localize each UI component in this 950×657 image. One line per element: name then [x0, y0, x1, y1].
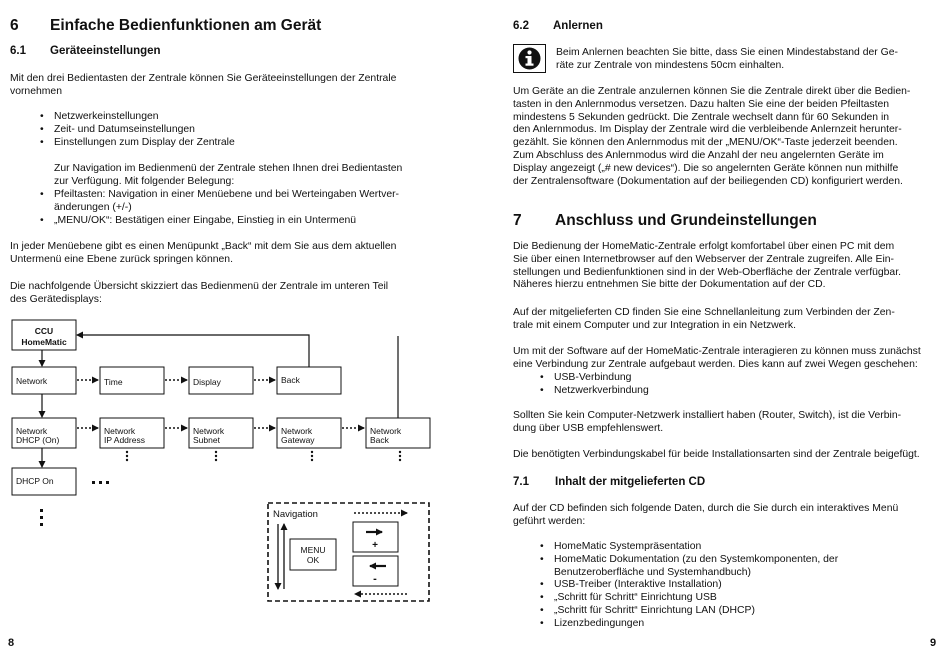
paragraph-7b	[513, 307, 950, 333]
list-item: • Zeit- und Datumseinstellungen	[38, 124, 235, 137]
teach-line: Um Geräte an die Zentrale anzulernen können Sie die Zentrale direkt über die Bedien-	[513, 86, 911, 97]
heading-7-1-number: 7.1	[513, 476, 529, 488]
menu-label: IP Address	[104, 435, 145, 445]
paragraph-7d	[513, 410, 950, 436]
menu-ok-label: MENU	[300, 545, 326, 555]
heading-6-1	[10, 45, 161, 57]
teach-line: tasten in den Anlernmodus versetzen. Dazu halten Sie eine der beiden Pfeiltasten	[513, 98, 890, 110]
menu-label: Back	[281, 375, 300, 385]
menu-label: Network	[16, 376, 48, 386]
menu-label: Network	[16, 426, 48, 436]
menu-label: DHCP (On)	[16, 435, 60, 445]
info-icon	[514, 45, 545, 72]
text-line: Sollten Sie kein Computer-Netzwerk installiert haben (Router, Switch), ist die Verbin-	[513, 410, 902, 421]
list-item-continuation	[538, 567, 938, 580]
heading-6-1-number: 6.1	[10, 45, 26, 57]
menu-label: Time	[104, 377, 123, 387]
teach-paragraph	[513, 86, 950, 188]
teach-line: der Zentralensoftware (Dokumentation auf der beiliegenden CD) konfiguriert werden.	[513, 175, 903, 187]
menu-label: Gateway	[281, 435, 315, 445]
page-number-left: 8	[8, 637, 15, 649]
list-item: • Einstellungen zum Display der Zentrale	[38, 137, 235, 150]
text-line: dung über USB empfehlenswert.	[513, 422, 664, 434]
menu-label: DHCP On	[16, 476, 54, 486]
text-line: eine Verbindung zur Zentrale aufgebaut werden. Dies kann auf zwei Wegen geschehen:	[513, 358, 918, 370]
list-item: • Pfeiltasten: Navigation in einer Menüebene und bei Werteingaben Wertver-	[38, 189, 468, 202]
paragraph-7e	[513, 449, 950, 462]
text-line: Sie über einen Internetbrowser auf den Webserver der Zentrale zugreifen. Alle Ein-	[513, 253, 895, 265]
heading-7-title: Anschluss und Grundeinstellungen	[555, 212, 817, 229]
list-item: • „MENU/OK“: Bestätigen einer Eingabe, Einstieg in ein Untermenü	[38, 215, 468, 228]
cd-contents-list	[538, 541, 938, 631]
settings-list	[38, 111, 235, 149]
list-item: • „Schritt für Schritt“ Einrichtung USB	[538, 592, 938, 605]
page-number-right: 9	[930, 637, 937, 649]
text-line: Näheres hierzu entnehmen Sie bitte der Dokumentation auf der CD.	[513, 279, 826, 291]
list-item-continuation-text: Benutzeroberfläche und Systemhandbuch)	[554, 566, 751, 578]
connection-list	[538, 372, 649, 398]
heading-6-1-title: Geräteeinstellungen	[50, 45, 161, 57]
navigation-legend	[268, 503, 429, 601]
text-line: stellungen und Bedienfunktionen sind in der Web-Oberfläche der Zentrale verfügbar.	[513, 266, 901, 278]
list-item-continuation-text: änderungen (+/-)	[54, 201, 132, 213]
back-line: Untermenü eine Ebene zurück springen können.	[10, 253, 233, 265]
list-item: • Lizenzbedingungen	[538, 618, 938, 631]
button-assignment-list	[38, 189, 468, 227]
list-item: • HomeMatic Dokumentation (zu den Systemkomponenten, der	[538, 554, 938, 567]
paragraph-7-1	[513, 503, 950, 529]
info-box	[513, 44, 546, 73]
navigation-line: Zur Navigation im Bedienmenü der Zentrale stehen Ihnen drei Bedientasten	[54, 163, 403, 174]
menu-label: Network	[193, 426, 225, 436]
paragraph-7c	[513, 346, 950, 372]
text-line: trale mit einem Computer und zur Integration in ein Netzwerk.	[513, 319, 796, 331]
teach-line: mindestens 5 Sekunden gedrückt. Die Zentrale wechselt dann für 60 Sekunden in	[513, 111, 890, 123]
text-line: Um mit der Software auf der HomeMatic-Zentrale interagieren zu können muss zunächst	[513, 346, 921, 357]
teach-line: gezählt. Sie können den Anlernmodus mit der „MENU/OK“-Taste jederzeit beenden.	[513, 137, 898, 149]
list-item-continuation	[38, 202, 468, 215]
text-line: Auf der mitgelieferten CD finden Sie eine Schnellanleitung zum Verbinden der Zen-	[513, 307, 895, 318]
paragraph-7a	[513, 241, 950, 292]
minus-label: -	[373, 573, 377, 585]
navigation-title: Navigation	[273, 509, 318, 520]
intro-line: Mit den drei Bedientasten der Zentrale können Sie Geräteeinstellungen der Zentrale	[10, 73, 397, 84]
heading-6	[10, 17, 321, 35]
heading-7-number: 7	[513, 212, 522, 229]
list-item: • Netzwerkeinstellungen	[38, 111, 235, 124]
overview-line: Die nachfolgende Übersicht skizziert das Bedienmenü der Zentrale im unteren Teil	[10, 281, 389, 292]
navigation-line: zur Verfügung. Mit folgender Belegung:	[54, 175, 235, 187]
plus-label: +	[372, 540, 378, 551]
info-line: räte zur Zentrale von mindestens 50cm einhalten.	[556, 59, 785, 71]
menu-label: Network	[281, 426, 313, 436]
list-item: • HomeMatic Systempräsentation	[538, 541, 938, 554]
text-line: geführt werden:	[513, 515, 586, 527]
overview-line: des Gerätedisplays:	[10, 293, 102, 305]
list-item: • USB-Verbindung	[538, 372, 649, 385]
heading-6-2	[513, 20, 603, 32]
back-paragraph	[10, 241, 470, 267]
navigation-paragraph	[54, 163, 474, 189]
back-line: In jeder Menüebene gibt es einen Menüpunkt „Back“ mit dem Sie aus dem aktuellen	[10, 241, 397, 252]
list-item: • Netzwerkverbindung	[538, 385, 649, 398]
heading-7	[513, 212, 817, 230]
right-page	[475, 0, 950, 657]
menu-label: Subnet	[193, 435, 220, 445]
list-item: • „Schritt für Schritt“ Einrichtung LAN (DHCP)	[538, 605, 938, 618]
heading-6-2-number: 6.2	[513, 20, 529, 32]
info-paragraph	[556, 47, 946, 73]
menu-label: Back	[370, 435, 389, 445]
menu-ok-sublabel: OK	[306, 555, 320, 565]
teach-line: Display angezeigt („# new devices“). Die so angelernten Geräte können nun mithilfe	[513, 162, 899, 174]
teach-line: Zum Abschluss des Anlernmodus wird die Anzahl der neu angelernten Geräte im	[513, 149, 884, 161]
text-line: Die benötigten Verbindungskabel für beide Installationsarten sind der Zentrale beigefügt.	[513, 449, 920, 460]
text-line: Auf der CD befinden sich folgende Daten, durch die Sie durch ein interaktives Menü	[513, 503, 899, 514]
teach-line: den Anlernmodus. Im Display der Zentrale wird die verbleibende Anlernzeit herunter-	[513, 124, 902, 136]
info-line: Beim Anlernen beachten Sie bitte, dass Sie einen Mindestabstand der Ge-	[556, 47, 898, 58]
intro-line: vornehmen	[10, 85, 62, 97]
menu-label: Network	[370, 426, 402, 436]
heading-7-1-title: Inhalt der mitgelieferten CD	[555, 476, 706, 488]
heading-6-title: Einfache Bedienfunktionen am Gerät	[50, 17, 322, 34]
list-item: • USB-Treiber (Interaktive Installation)	[538, 579, 938, 592]
overview-paragraph	[10, 281, 470, 307]
menu-label: Network	[104, 426, 136, 436]
heading-7-1	[513, 476, 705, 488]
heading-6-number: 6	[10, 17, 19, 34]
menu-diagram	[0, 310, 475, 610]
ccu-sublabel: HomeMatic	[21, 337, 67, 347]
text-line: Die Bedienung der HomeMatic-Zentrale erfolgt komfortabel über einen PC mit dem	[513, 241, 895, 252]
arrow-back-to-ccu	[77, 335, 309, 367]
intro-paragraph	[10, 73, 470, 99]
menu-label: Display	[193, 377, 221, 387]
heading-6-2-title: Anlernen	[553, 20, 603, 32]
ccu-label: CCU	[34, 326, 54, 336]
